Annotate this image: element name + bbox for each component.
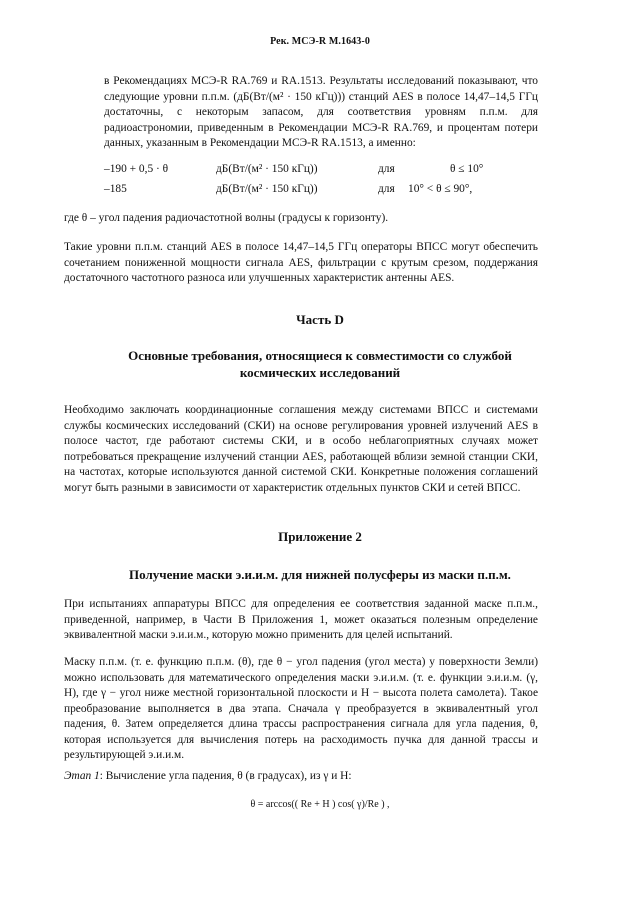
formula-theta: θ = arccos(( Re + H ) cos( γ)/Re ) , [250, 799, 390, 810]
paragraph-aes-operators: Такие уровни п.п.м. станций AES в полосе 14,47–14,5 ГГц операторы ВПСС могут обеспечить сочетанием пониженной мощности сигнала AES, фильтрации с крутым срезом, поддержания достаточного частотного разноса или улучшенных характеристик антенны AES. [64, 241, 538, 284]
paragraph-aes-pfd-levels: в Рекомендациях МСЭ-R RA.769 и RA.1513. Результаты исследований показывают, что следующие уровни п.п.м. (дБ(Вт/(м² · 150 кГц))) станций AES в полосе 14,47–14,5 ГГц достаточны, с некоторым запасом, для соответствия уровням п.п.м. для радиоастрономии, приведенным в Рекомендации МСЭ-R RA.769, и процентам потери данных, указанным в Рекомендации МСЭ-R RA.1513, а именно: [104, 75, 538, 149]
part-d-subtitle-line2: космических исследований [239, 365, 401, 380]
annex-title: Приложение 2 [278, 529, 362, 544]
annex-subtitle: Получение маски э.и.и.м. для нижней полусферы из маски п.п.м. [129, 567, 511, 582]
part-d-title: Часть D [296, 312, 344, 327]
pfd-row-2 [104, 182, 538, 198]
page-header: Рек. МСЭ-R M.1643-0 [270, 36, 370, 47]
pfd-row-2-for: для [378, 183, 395, 195]
paragraph-pfd-mask: Маску п.п.м. (т. е. функцию п.п.м. (θ), где θ − угол падения (угол места) у поверхности Земли) можно использовать для математического определения маски э.и.и.м. (т. е. функции э.и.и.м. (γ, H), где γ − угол ниже местной горизонтальной плоскости и H − высота полета самолета). Такое преобразование выполняется в два этапа. Сначала γ преобразуется в эквивалентный угол падения, θ. Затем определяется длина трассы распространения сигнала для угла падения, θ, которая используется для вычисления потерь на расходимость пучка для данной трассы и результирующей э.и.и.м. [64, 656, 538, 761]
pfd-row-1-expression: –190 + 0,5 · θ [104, 163, 169, 175]
pfd-row-1-unit: дБ(Вт/(м² · 150 кГц)) [216, 163, 318, 175]
paragraph-coordination: Необходимо заключать координационные соглашения между системами ВПСС и системами службы космических исследований (СКИ) на основе регулирования уровней излучений AES в полосе частот, где работают системы СКИ, и в особо неблагоприятных случаях может потребоваться прекращение излучений станции AES, работающей вблизи земной станции СКИ, на частотах, которые используются данной системой СКИ. Конкретные положения соглашений могут быть разными в зависимости от характеристик отдельных пунктов СКИ и сетей ВПСС. [64, 404, 538, 494]
paragraph-testing: При испытаниях аппаратуры ВПСС для определения ее соответствия заданной маске п.п.м., приведенной, например, в Части B Приложения 1, может оказаться полезным определение эквивалентной маски э.и.и.м., которую можно применить для целей испытаний. [64, 598, 538, 641]
pfd-row-1-condition: θ ≤ 10° [450, 163, 484, 175]
pfd-row-2-expression: –185 [104, 183, 127, 195]
part-d-subtitle-line1: Основные требования, относящиеся к совместимости со службой [128, 348, 512, 363]
step1-text: : Вычисление угла падения, θ (в градусах), из γ и H: [99, 770, 352, 782]
pfd-row-1 [104, 162, 538, 178]
pfd-row-2-unit: дБ(Вт/(м² · 150 кГц)) [216, 183, 318, 195]
step1-label: Этап 1 [64, 770, 100, 782]
step1-line [64, 769, 538, 785]
pfd-row-1-for: для [378, 163, 395, 175]
pfd-row-2-condition: 10° < θ ≤ 90°, [408, 183, 473, 195]
paragraph-where-theta: где θ – угол падения радиочастотной волны (градусы к горизонту). [64, 212, 389, 224]
